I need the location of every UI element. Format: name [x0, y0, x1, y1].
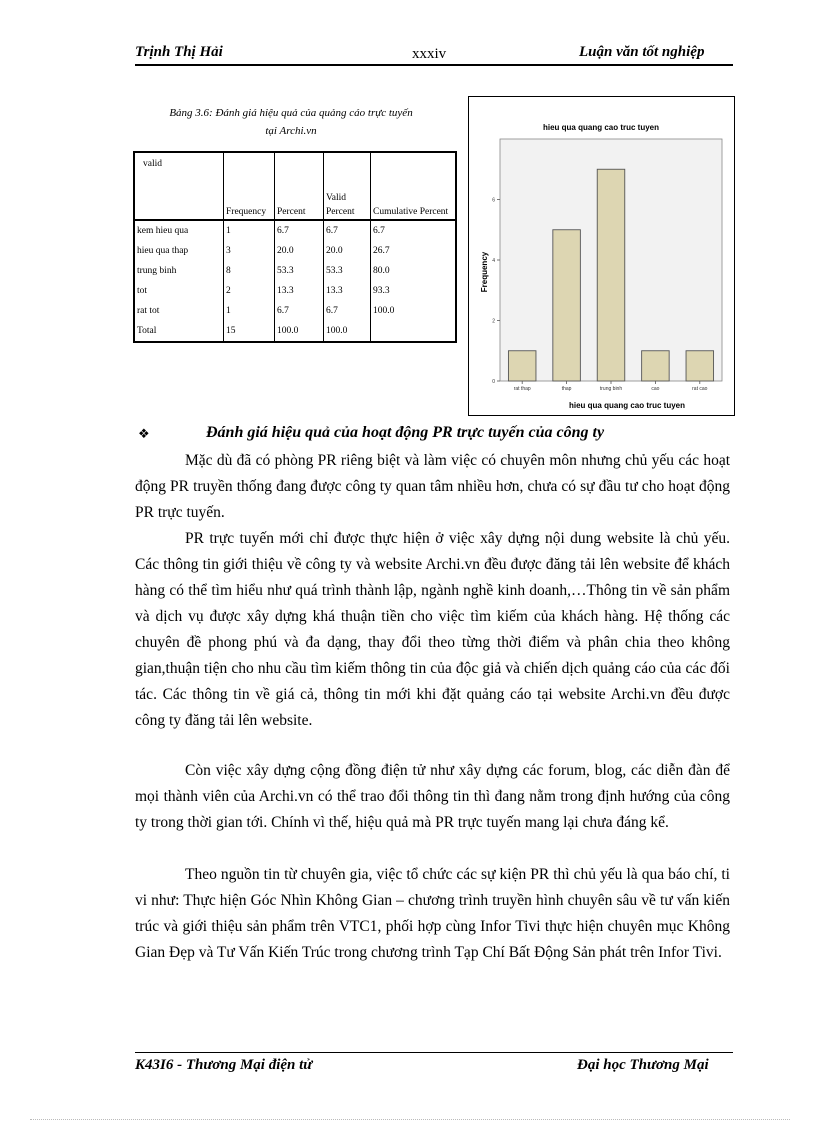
column-header: Valid Percent	[324, 152, 371, 220]
table-caption-line1: Bảng 3.6: Đánh giá hiệu quả của quảng cáo trực tuyến	[169, 107, 413, 119]
footer-rule	[135, 1052, 733, 1053]
column-header: Frequency	[224, 152, 275, 220]
table-row	[134, 220, 456, 241]
table-cell: 6.7	[324, 301, 371, 321]
table-cell: 6.7	[373, 226, 385, 236]
section-bullet-icon: ❖	[138, 426, 150, 441]
table-caption-line2: tại Archi.vn	[265, 125, 317, 137]
chart-bar	[553, 230, 581, 381]
table-cell: 80.0	[373, 266, 390, 276]
row-label: tot	[134, 281, 224, 301]
table-cell: 1	[224, 301, 275, 321]
paragraph-1: Mặc dù đã có phòng PR riêng biệt và làm việc có chuyên môn nhưng chủ yếu các hoạt động PR truyền thống đang được công ty quan tâm nhiều hơn, chưa có sự đầu tư cho hoạt động PR trực tuyến.	[135, 452, 730, 521]
table-cell: 6.7	[324, 220, 371, 241]
table-cell: 93.3	[373, 286, 390, 296]
table-row	[134, 321, 456, 342]
x-tick-label: thap	[561, 386, 572, 392]
page-number: xxxiv	[412, 46, 447, 62]
table-row	[134, 301, 456, 321]
bar-chart-svg	[469, 97, 734, 415]
y-tick-label: 6	[492, 197, 495, 204]
table-header-row	[134, 152, 456, 220]
table-cell: 13.3	[324, 281, 371, 301]
chart-y-axis-label: Frequency	[480, 251, 489, 293]
table-cell: 100.0	[275, 321, 324, 342]
table-cell: 20.0	[275, 241, 324, 261]
table-cell: 20.0	[324, 241, 371, 261]
y-tick-label: 2	[492, 318, 495, 325]
x-tick-label: trung binh	[599, 386, 623, 392]
paragraph-4: Theo nguồn tin từ chuyên gia, việc tổ chức các sự kiện PR thì chủ yếu là qua báo chí, ti vi như: Thực hiện Góc Nhìn Không Gian – chương trình truyền hình chuyên sâu về tư vấn kiến trúc và giới thiệu sản phẩm trên VTC1, phối hợp cùng Infor Tivi thực hiện chuyên mục Không Gian Đẹp và Tư Vấn Kiến Trúc trong chương trình Tạp Chí Bất Động Sản phát trên Infor Tivi.	[135, 866, 730, 961]
table-cell: 3	[224, 241, 275, 261]
table-row	[134, 261, 456, 281]
x-tick-label: rat thap	[513, 386, 531, 392]
row-label: rat tot	[134, 301, 224, 321]
table-cell: 2	[224, 281, 275, 301]
table-cell: 1	[224, 220, 275, 241]
y-tick-label: 4	[492, 258, 495, 264]
y-tick-label: 0	[492, 379, 495, 385]
column-header: Percent	[275, 152, 324, 220]
footer-right: Đại học Thương Mại	[577, 1057, 709, 1073]
table-cell: 6.7	[275, 220, 324, 241]
table-row	[134, 241, 456, 261]
chart-bar	[508, 351, 536, 381]
table-cell: 100.0	[324, 321, 371, 342]
table-cell: 53.3	[275, 261, 324, 281]
header-rule	[135, 64, 733, 66]
row-label: Total	[134, 321, 224, 342]
row-label: kem hieu qua	[134, 220, 224, 241]
column-header: Cumulative Percent	[371, 152, 457, 220]
chart-bar	[642, 351, 670, 381]
table-cell: 13.3	[275, 281, 324, 301]
page-edge-divider	[30, 1119, 790, 1120]
frequency-table	[133, 151, 457, 343]
paragraph-3: Còn việc xây dựng cộng đồng điện tử như xây dựng các forum, blog, các diễn đàn để mọi thành viên của Archi.vn có thể trao đổi thông tin thì đang nằm trong định hướng của công ty trong thời gian tới. Chính vì thế, hiệu quả mà PR trực tuyến mang lại chưa đáng kể.	[135, 762, 730, 831]
table-cell: 53.3	[324, 261, 371, 281]
chart-x-axis-label: hieu qua quang cao truc tuyen	[568, 401, 686, 410]
table-row	[134, 281, 456, 301]
chart-bar	[597, 169, 625, 381]
table-cell: 6.7	[275, 301, 324, 321]
footer-left: K43I6 - Thương Mại điện tử	[135, 1057, 313, 1073]
table-cell: 15	[224, 321, 275, 342]
header-doc-type: Luận văn tốt nghiệp	[579, 44, 705, 60]
x-tick-label: rat cao	[692, 386, 708, 392]
table-cell	[371, 321, 457, 342]
table-caption	[135, 104, 447, 140]
chart-bar	[686, 351, 714, 381]
paragraph-2: PR trực tuyến mới chỉ được thực hiện ở việc xây dựng nội dung website là chủ yếu. Các thông tin giới thiệu về công ty và website Archi.vn đều được đăng tải lên website để khách hàng có thể tìm hiểu như quá trình thành lập, ngành nghề kinh doanh,…Thông tin về sản phẩm và dịch vụ được xây dựng khá thuận tiền cho việc tìm kiếm của khách hàng. Hệ thống các chuyên đề phong phú và đa dạng, thay đổi theo từng thời điểm và phân chia theo không gian,thuận tiện cho nhu cầu tìm kiếm thông tin của độc giả và chiến dịch quảng cáo của các đối tác. Các thông tin về giá cả, thông tin mới khi đặt quảng cáo tại website Archi.vn đều được công ty đăng tải lên website.	[135, 530, 730, 729]
row-label: trung binh	[134, 261, 224, 281]
table-cell: 8	[224, 261, 275, 281]
table-cell: 100.0	[373, 306, 395, 316]
section-title: Đánh giá hiệu quả của hoạt động PR trực tuyến của công ty	[206, 424, 605, 441]
table-corner-cell: valid	[134, 152, 224, 220]
chart-title: hieu qua quang cao truc tuyen	[542, 123, 660, 132]
x-tick-label: cao	[651, 386, 660, 392]
row-label: hieu qua thap	[134, 241, 224, 261]
table-cell: 26.7	[373, 246, 390, 256]
bar-chart	[468, 96, 735, 416]
header-author: Trịnh Thị Hải	[135, 44, 223, 60]
